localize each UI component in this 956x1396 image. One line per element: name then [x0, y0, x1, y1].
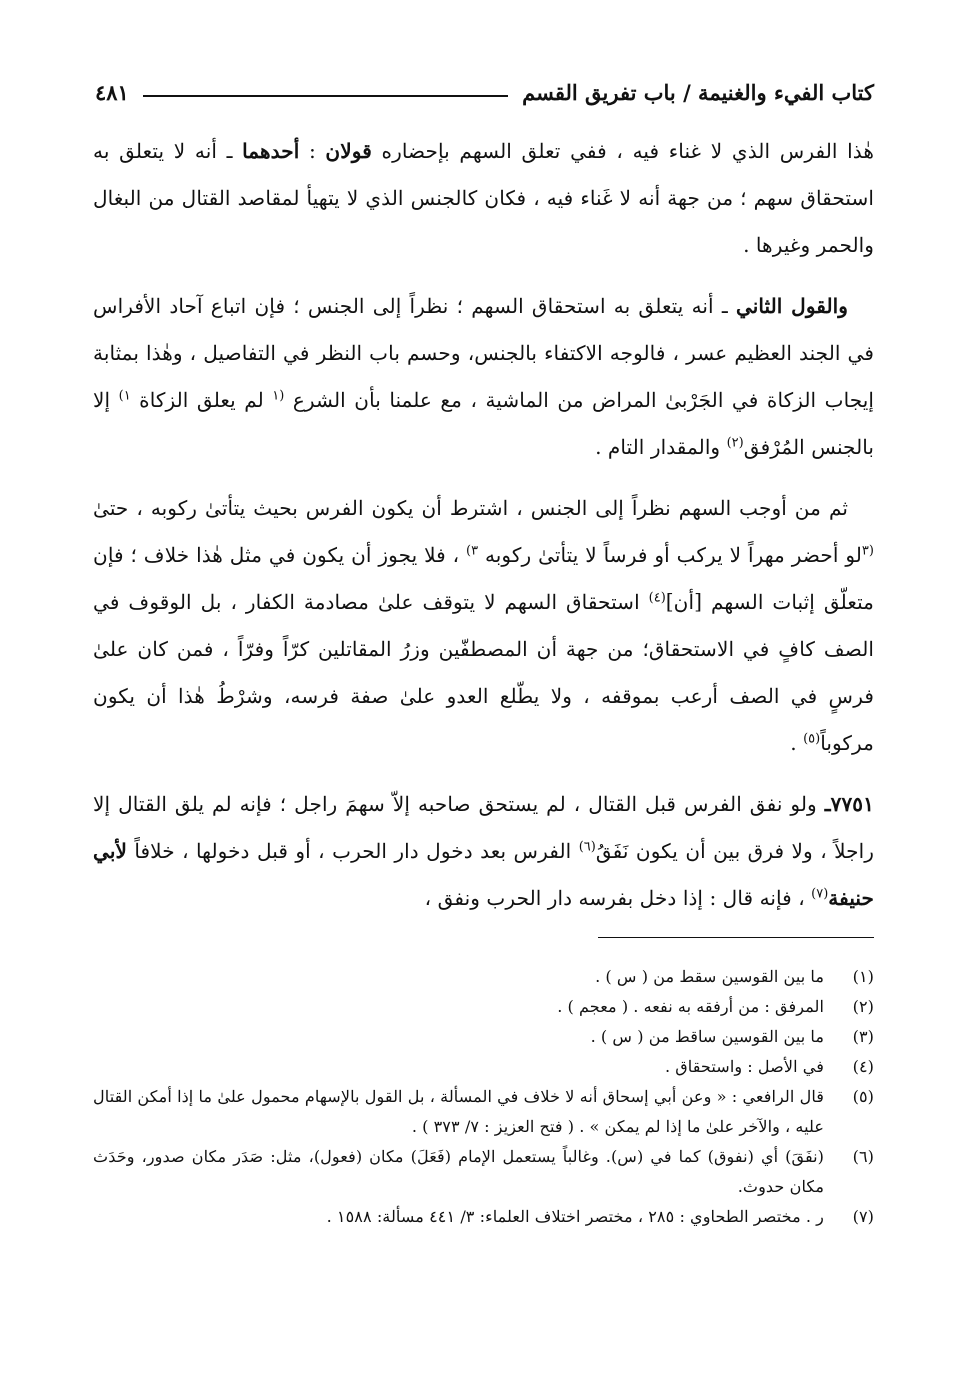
footnote-number: (٤) [852, 1057, 874, 1076]
footnote-marker: (٦) [578, 839, 596, 855]
text-run: لم يعلق الزكاة [130, 388, 273, 412]
text-run: ثم من أوجب السهم نظراً إلى الجنس ، اشترط أن يكون الفرس بحيث يتأتىٰ ركوبه ، حتىٰ [93, 496, 848, 520]
bold-term: لأبي حنيفة [93, 839, 874, 910]
footnote-item [93, 1052, 874, 1082]
footnote-text: ما بين القوسين ساقط من ( س ) . [590, 1027, 824, 1046]
paragraph-4 [93, 781, 874, 922]
footnote-divider [598, 937, 874, 938]
footnote-number: (٥) [852, 1087, 874, 1106]
footnote-number: (٢) [852, 997, 874, 1016]
footnote-item [93, 992, 874, 1022]
footnote-marker: (٢) [726, 435, 744, 451]
footnote-item [93, 1022, 874, 1052]
footnote-number: (٣) [852, 1027, 874, 1046]
footnote-text: قال الرافعي : « وعن أبي إسحاق أنه لا خلاف في المسألة ، بل القول بالإسهام محمول علىٰ ما إذا أمكن القتال عليه ، والآخر علىٰ ما إذا لم يمكن » . ( فتح العزيز : ٧/ ٣٧٣ ) . [93, 1087, 824, 1136]
running-header [95, 80, 874, 105]
footnote-marker: (١ [272, 388, 285, 404]
footnote-marker: (٤) [648, 590, 666, 606]
text-run: : [299, 139, 326, 163]
footnote-item [93, 1142, 874, 1202]
footnote-item [93, 962, 874, 992]
bold-term: والقول الثاني [735, 294, 849, 318]
text-run: . [790, 731, 804, 755]
footnote-text: (نفَقَ) أي (نفوق) كما في (س). وغالباً يستعمل الإمام (فَعَلَ) مكان (فعول)، مثل: صَدَر مكان صدور، وحَدَث مكان حدوث. [93, 1147, 824, 1196]
section-number: ٧٧٥١ـ [824, 792, 874, 816]
text-run: الفرس بعد دخول دار الحرب ، أو قبل دخولها ، خلافاً [126, 839, 579, 863]
footnote-text: ر . مختصر الطحاوي : ٢٨٥ ، مختصر اختلاف العلماء: ٣/ ٤٤١ مسألة: ١٥٨٨ . [326, 1207, 824, 1226]
text-run: ـ أنه يتعلق به استحقاق السهم ؛ نظراً إلى الجنس ؛ فإن اتباع آحاد الأفراس في الجند العظيم عسر ، فالوجه الاكتفاء بالجنس، وحسم باب النظر في التفاصيل ، وهٰذا بمثابة إيجاب الزكاة في الجَرْبىٰ المراض من الماشية ، مع علمنا بأن الشرع [93, 294, 874, 412]
footnote-marker: ١) [118, 388, 131, 404]
footnote-marker: (٣ [861, 543, 874, 559]
main-text [93, 128, 874, 922]
paragraph-2 [93, 283, 874, 471]
text-run: استحقاق السهم لا يتوقف علىٰ مصادمة الكفار ، بل الوقوف في الصف كافٍ في الاستحقاق؛ من جهة أن المصطفّين وزرُ المقاتلين كرّاً وفرّاً ، فمن كان علىٰ فرسٍ في الصف أرعب بموقفه ، ولا يطّلع العدو علىٰ صفة فرسه، وشرْطُ هٰذا أن يكون مركوباً [93, 590, 874, 755]
text-run: لو أحضر مهراً لا يركب أو فرساً لا يتأتىٰ ركوبه [478, 543, 862, 567]
text-run: هٰذا الفرس الذي لا غناء فيه ، ففي تعلق السهم بإحضاره [371, 139, 874, 163]
text-run: والمقدار التام . [595, 435, 727, 459]
text-run: ، فإنه قال : إذا دخل بفرسه دار الحرب ونفق ، [424, 886, 812, 910]
footnote-text: في الأصل : واستحقاق . [664, 1057, 824, 1076]
text-run: إلا بالجنس المُرْفق [93, 388, 874, 459]
footnote-number: (١) [852, 967, 874, 986]
paragraph-1 [93, 128, 874, 269]
page-number: ٤٨١ [95, 80, 129, 105]
footnote-marker: (٧) [811, 886, 829, 902]
bold-term: قولان [325, 139, 372, 163]
footnote-text: ما بين القوسين سقط من ( س ) . [595, 967, 824, 986]
footnote-marker: (٥) [803, 731, 821, 747]
footnotes [93, 962, 874, 1232]
footnote-text: المرفق : من أرفقه به نفعه . ( معجم ) . [557, 997, 824, 1016]
text-run: ولو نفق الفرس قبل القتال ، لم يستحق صاحبه إلاّ سهمَ راجل ؛ فإنه لم يلق القتال إلا راجلاً ، ولا فرق بين أن يكون نَفَقُ [93, 792, 875, 863]
footnote-number: (٧) [852, 1207, 874, 1226]
paragraph-3 [93, 485, 874, 767]
bold-term: أحدهما [242, 139, 300, 163]
text-run: ، فلا يجوز أن يكون في مثل هٰذا خلاف ؛ فإن متعلّق إثبات السهم [أن] [93, 543, 874, 614]
footnote-item [93, 1082, 874, 1142]
header-rule [143, 95, 508, 97]
footnote-number: (٦) [852, 1147, 874, 1166]
footnote-item [93, 1202, 874, 1232]
text-run: ـ أنه لا يتعلق به استحقاق سهم ؛ من جهة أنه لا غَناء فيه ، فكان كالجنس الذي لا يتهيأ لمقاصد القتال من البغال والحمر وغيرها . [93, 139, 874, 257]
footnote-marker: ٣) [466, 543, 479, 559]
chapter-title: كتاب الفيء والغنيمة / باب تفريق القسم [522, 80, 874, 105]
